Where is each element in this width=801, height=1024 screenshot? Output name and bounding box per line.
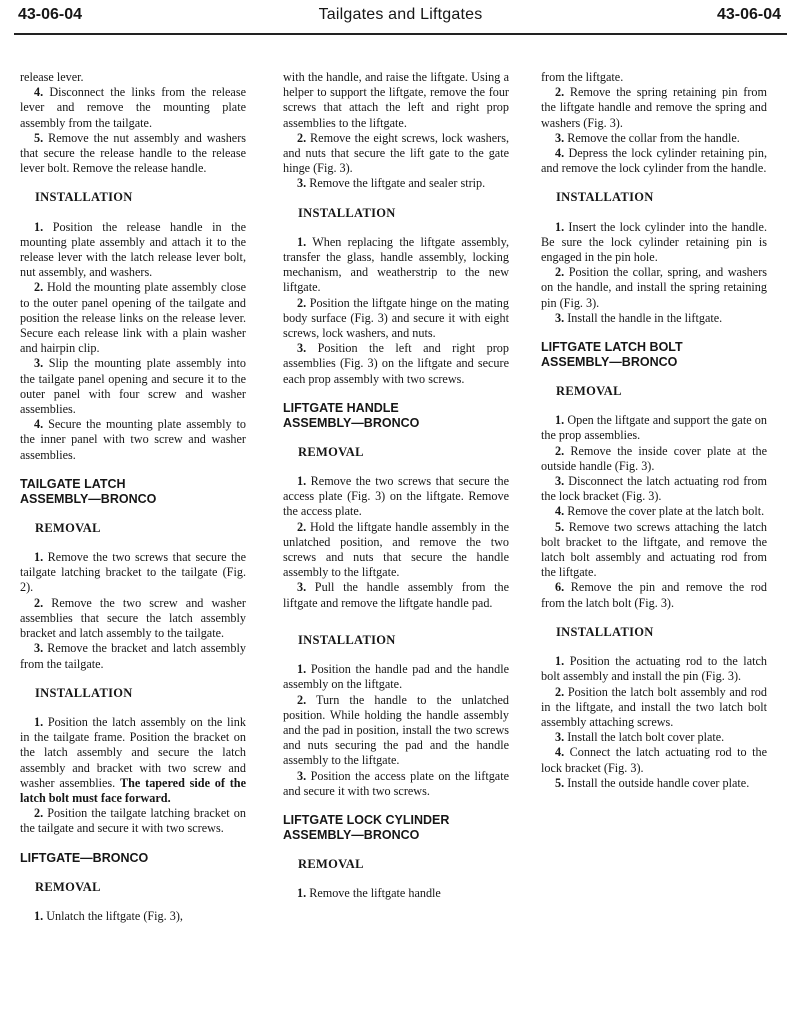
step-text: Position the access plate on the liftgate and secure it with two screws.	[283, 768, 509, 798]
section-heading-liftgate: LIFTGATE—BRONCO	[20, 850, 149, 865]
step-number: 5.	[555, 519, 565, 534]
step-number: 2.	[297, 519, 307, 534]
step-text: Connect the latch actuating rod to the lock bracket (Fig. 3).	[541, 745, 767, 775]
step-number: 1.	[34, 219, 44, 234]
step-number: 1.	[34, 550, 44, 565]
step-number: 3.	[297, 176, 307, 191]
step-text: Position the actuating rod to the latch bolt assembly and install the pin (Fig. 3).	[541, 654, 767, 684]
section-heading-liftgate-handle	[283, 401, 509, 431]
step-text: Hold the liftgate handle assembly in the unlatched position, and remove the two screws and nuts that secure the handle assembly to the liftgate.	[283, 519, 509, 580]
step-number: 1.	[34, 908, 44, 923]
step	[541, 730, 767, 745]
step-text: Open the liftgate and support the gate on the prop assemblies.	[541, 413, 767, 443]
step-text: Remove two screws attaching the latch bolt bracket to the liftgate, and remove the latch bolt assembly and actuating rod from the liftgate.	[541, 519, 767, 580]
step	[283, 176, 509, 191]
step-number: 4.	[555, 745, 565, 760]
step	[541, 220, 767, 266]
step-number: 3.	[555, 474, 565, 489]
step	[541, 311, 767, 326]
heading-line: LIFTGATE HANDLE	[283, 400, 399, 415]
step	[20, 596, 246, 642]
step-number: 3.	[555, 310, 565, 325]
step-number: 6.	[555, 580, 565, 595]
step-number: 5.	[555, 775, 565, 790]
step-number: 4.	[555, 504, 565, 519]
step-number: 2.	[555, 443, 565, 458]
step-number: 2.	[297, 692, 307, 707]
step-number: 1.	[297, 234, 307, 249]
paragraph: release lever.	[20, 70, 84, 84]
step-number: 2.	[297, 295, 307, 310]
step-number: 3.	[555, 130, 565, 145]
step-number: 1.	[555, 654, 565, 669]
subheading-installation: INSTALLATION	[556, 624, 654, 639]
step	[20, 641, 246, 671]
step-text: When replacing the liftgate assembly, transfer the glass, handle assembly, locking mechanism, and weatherstrip to the new liftgate.	[283, 234, 509, 295]
step	[541, 265, 767, 311]
step-text: Position the release handle in the mounting plate assembly and attach it to the release lever with the latch release lever bolt, nut assembly, and washers.	[20, 219, 246, 280]
step	[541, 520, 767, 581]
step	[283, 886, 509, 901]
step	[541, 444, 767, 474]
step	[541, 776, 767, 791]
step	[20, 131, 246, 177]
subheading-installation: INSTALLATION	[298, 205, 396, 220]
step	[20, 280, 246, 356]
step	[541, 580, 767, 610]
step-text: Insert the lock cylinder into the handle. Be sure the lock cylinder retaining pin is engaged in the pin hole.	[541, 219, 767, 265]
step	[541, 745, 767, 775]
step-number: 3.	[34, 356, 44, 371]
step	[20, 715, 246, 806]
step-text: Turn the handle to the unlatched position. While holding the handle assembly and the pad in position, install the two screws and nuts securing the pad and the handle assembly to the liftgate.	[283, 692, 509, 768]
heading-line: ASSEMBLY—BRONCO	[20, 491, 157, 506]
step-number: 2.	[555, 684, 565, 699]
step	[283, 662, 509, 692]
step-text: Disconnect the links from the release lever and remove the mounting plate assembly from the tailgate.	[20, 85, 246, 130]
step-number: 3.	[297, 768, 307, 783]
step-text: Depress the lock cylinder retaining pin, and remove the lock cylinder from the handle.	[541, 146, 767, 176]
step	[20, 550, 246, 596]
step	[283, 580, 509, 610]
step	[20, 806, 246, 836]
step-text: Remove the liftgate and sealer strip.	[306, 176, 486, 191]
column-1	[20, 70, 246, 924]
column-2	[283, 70, 509, 901]
step-number: 5.	[34, 130, 44, 145]
step-number: 1.	[555, 413, 565, 428]
step	[20, 417, 246, 463]
step	[541, 413, 767, 443]
step	[283, 474, 509, 520]
step-number: 2.	[34, 595, 44, 610]
step	[283, 693, 509, 769]
heading-line: ASSEMBLY—BRONCO	[541, 355, 678, 370]
step-text: Pull the handle assembly from the liftgate and remove the liftgate handle pad.	[283, 580, 509, 610]
step	[541, 654, 767, 684]
step-number: 1.	[297, 662, 307, 677]
header-rule	[14, 33, 787, 35]
heading-line: LIFTGATE LOCK CYLINDER	[283, 812, 450, 827]
step-number: 4.	[34, 85, 44, 100]
subheading-removal: REMOVAL	[35, 879, 101, 894]
subheading-installation: INSTALLATION	[35, 685, 133, 700]
step-text: Hold the mounting plate assembly close to the outer panel opening of the tailgate and position the release links on the release lever. Secure each release link with a plain washer and hairpin clip.	[20, 280, 246, 356]
page-number-right: 43-06-04	[716, 6, 781, 23]
step-number: 4.	[555, 146, 565, 161]
subheading-removal: REMOVAL	[35, 520, 101, 535]
step-number: 2.	[34, 280, 44, 295]
step-number: 1.	[34, 714, 44, 729]
step-text: Position the liftgate hinge on the mating body surface (Fig. 3) and secure it with eight screws, lock washers, and nuts.	[283, 295, 509, 341]
step	[541, 146, 767, 176]
heading-line: LIFTGATE LATCH BOLT	[541, 340, 683, 355]
step-number: 2.	[297, 130, 307, 145]
step	[283, 296, 509, 342]
step-text: Remove the eight screws, lock washers, and nuts that secure the lift gate to the gate hinge (Fig. 3).	[283, 130, 509, 176]
step	[20, 909, 246, 924]
step-text: Disconnect the latch actuating rod from the lock bracket (Fig. 3).	[541, 474, 767, 504]
step-number: 1.	[297, 474, 307, 489]
heading-line: ASSEMBLY—BRONCO	[283, 827, 420, 842]
step-text: Remove the nut assembly and washers that secure the release handle to the release lever bolt. Remove the release handle.	[20, 130, 246, 176]
page-number-left: 43-06-04	[18, 6, 83, 23]
step	[283, 235, 509, 296]
subheading-installation: INSTALLATION	[556, 190, 654, 205]
subheading-installation: INSTALLATION	[298, 632, 396, 647]
step-text: Position the tailgate latching bracket on the tailgate and secure it with two screws.	[20, 806, 246, 836]
step-number: 3.	[297, 341, 307, 356]
step-number: 3.	[555, 730, 565, 745]
subheading-removal: REMOVAL	[556, 384, 622, 399]
step-number: 2.	[555, 85, 565, 100]
step-number: 4.	[34, 417, 44, 432]
step	[283, 769, 509, 799]
column-3	[541, 70, 767, 791]
step-text: Unlatch the liftgate (Fig. 3),	[43, 908, 183, 923]
step-text: Remove the two screw and washer assemblies that secure the latch assembly bracket and latch assembly to the tailgate.	[20, 595, 246, 641]
step	[283, 131, 509, 177]
step	[20, 356, 246, 417]
step	[283, 341, 509, 387]
step	[541, 131, 767, 146]
step-text: Remove the spring retaining pin from the liftgate handle and remove the spring and washers (Fig. 3).	[541, 85, 767, 130]
section-heading-tailgate-latch	[20, 477, 246, 507]
section-heading-lock-cylinder	[283, 813, 509, 843]
step-number: 3.	[34, 641, 44, 656]
subheading-removal: REMOVAL	[298, 444, 364, 459]
step-text: Remove the bracket and latch assembly from the tailgate.	[20, 641, 246, 671]
step-text: Secure the mounting plate assembly to the inner panel with two screw and washer assemblies.	[20, 417, 246, 462]
step-text: Remove the collar from the handle.	[564, 130, 740, 145]
step-text: Remove the cover plate at the latch bolt.	[564, 504, 765, 519]
step	[541, 85, 767, 131]
heading-line: ASSEMBLY—BRONCO	[283, 415, 420, 430]
step-text: Slip the mounting plate assembly into the tailgate panel opening and secure it to the outer panel with four screw and washer assemblies.	[20, 356, 246, 417]
step-text: Remove the inside cover plate at the outside handle (Fig. 3).	[541, 443, 767, 473]
step-number: 3.	[297, 580, 307, 595]
step	[541, 685, 767, 731]
section-heading-latch-bolt	[541, 340, 767, 370]
step	[283, 520, 509, 581]
step-text: Remove the liftgate handle	[306, 886, 441, 901]
step-text: Install the handle in the liftgate.	[564, 310, 723, 325]
step-text: Position the latch assembly on the link in the tailgate frame. Position the bracket on the latch assembly and secure the latch assembly and bracket with two screw and washer assemblies.	[20, 714, 246, 790]
warning-text: The tapered side of the latch bolt must face forward.	[20, 775, 246, 805]
step-text: Install the outside handle cover plate.	[564, 775, 750, 790]
paragraph: from the liftgate.	[541, 70, 624, 84]
step-text: Position the collar, spring, and washers on the handle, and install the spring retaining pin (Fig. 3).	[541, 265, 767, 310]
step-text: Position the left and right prop assemblies (Fig. 3) on the liftgate and secure each prop assembly with two screws.	[283, 341, 509, 386]
subheading-removal: REMOVAL	[298, 856, 364, 871]
heading-line: TAILGATE LATCH	[20, 476, 126, 491]
step-text: Remove the two screws that secure the tailgate latching bracket to the tailgate (Fig. 2).	[20, 550, 246, 595]
step-text: Position the handle pad and the handle assembly on the liftgate.	[283, 662, 509, 692]
step	[20, 220, 246, 281]
step	[20, 85, 246, 131]
step	[541, 504, 767, 519]
step-text: Install the latch bolt cover plate.	[564, 730, 725, 745]
step-text: Remove the pin and remove the rod from the latch bolt (Fig. 3).	[541, 580, 767, 610]
step-text: Remove the two screws that secure the access plate (Fig. 3) on the liftgate. Remove the access plate.	[283, 474, 509, 519]
step	[541, 474, 767, 504]
subheading-installation: INSTALLATION	[35, 190, 133, 205]
step-number: 2.	[555, 265, 565, 280]
step-number: 1.	[297, 886, 307, 901]
paragraph: with the handle, and raise the liftgate. Using a helper to support the liftgate, remove the four screws that attach the left and right prop assemblies to the liftgate.	[283, 70, 509, 130]
page-title: Tailgates and Liftgates	[318, 6, 483, 23]
step-number: 2.	[34, 806, 44, 821]
step-text: Position the latch bolt assembly and rod in the liftgate, and install the two latch bolt assembly attaching screws.	[541, 684, 767, 729]
step-number: 1.	[555, 219, 565, 234]
